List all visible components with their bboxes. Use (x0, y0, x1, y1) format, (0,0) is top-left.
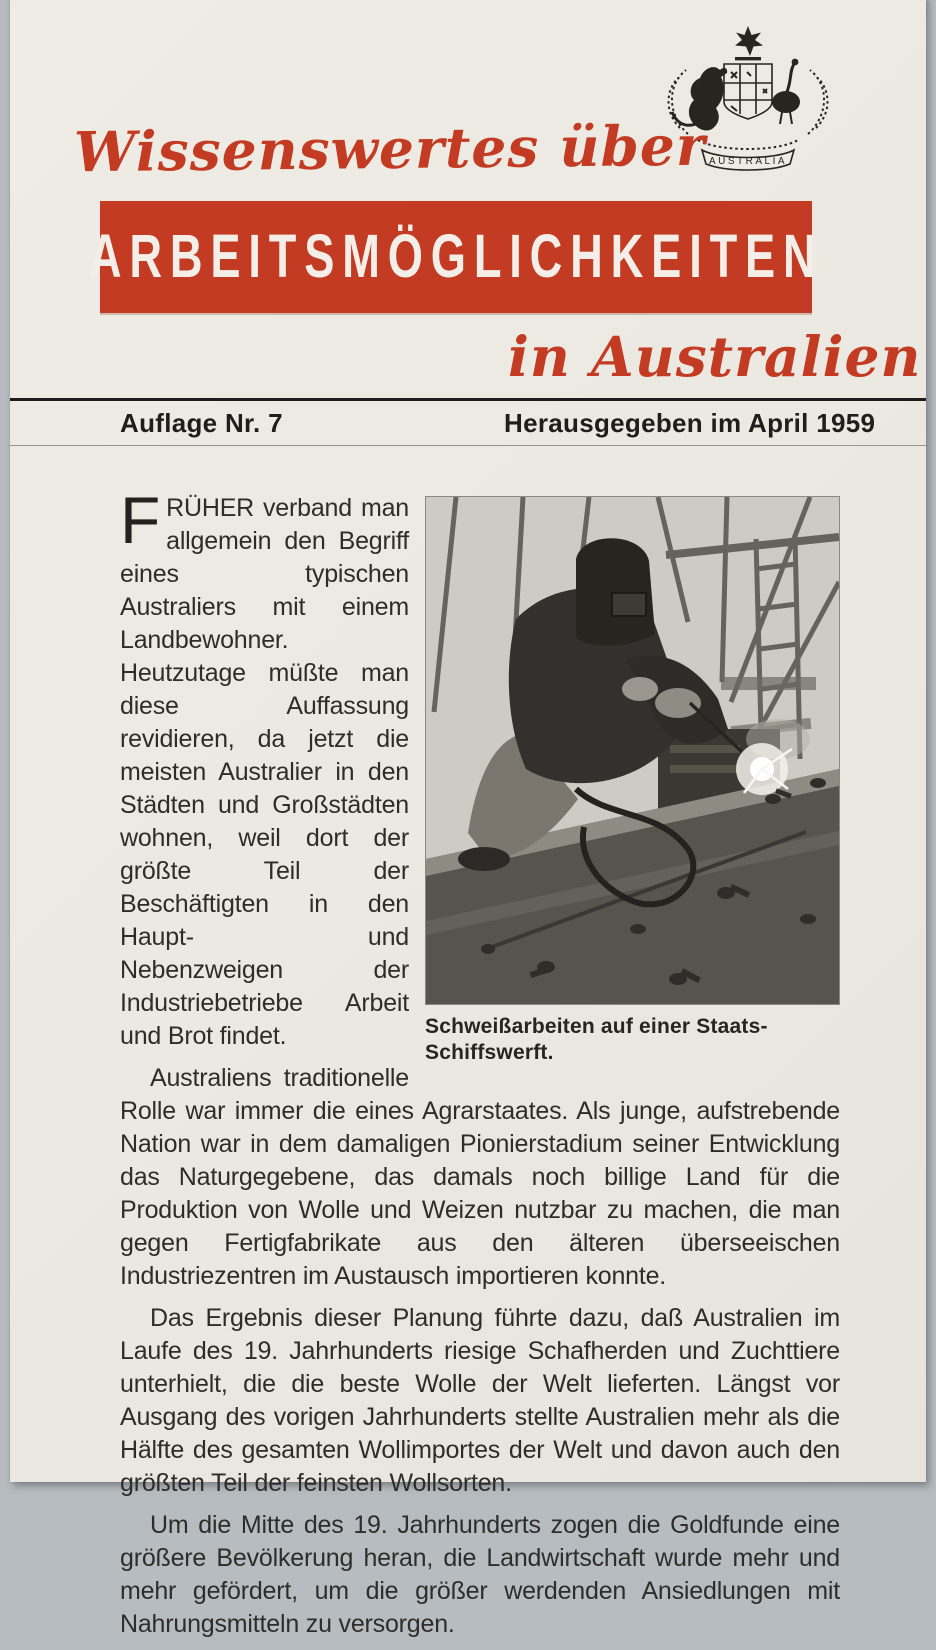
paragraph-3: Das Ergebnis dieser Planung führte dazu, daß Australien im Laufe des 19. Jahrhunderts riesige Schafherden und Zuchttiere unterhielt, die die beste Wolle der Welt lieferten. Längst vor Ausgang des vorigen Jahrhunderts stellte Australien mehr als die Hälfte des gesamten Wollimportes der Welt und davon auch den größten Teil der feinsten Wollsorten. (120, 1304, 840, 1497)
brochure-page (10, 0, 926, 1638)
headline-banner-text: ARBEITSMÖGLICHKEITEN (88, 222, 824, 292)
dropcap: F (120, 483, 161, 557)
header-rule-thin (10, 445, 926, 446)
headline-script-bottom: in Australien (508, 324, 922, 389)
emu-icon (772, 59, 800, 124)
published-label: Herausgegeben im April 1959 (504, 408, 876, 438)
paragraph-4: Um die Mitte des 19. Jahrhunderts zogen die Goldfunde eine größere Bevölkerung heran, die Landwirtschaft wurde mehr und mehr gefördert, um die größer werdenden Ansiedlungen mit Nahrungsmitteln zu versorgen. (120, 1511, 840, 1638)
welder-photo-image (425, 496, 840, 1005)
headline-banner (88, 201, 824, 313)
issue-label: Auflage Nr. 7 (120, 408, 283, 438)
star-icon (735, 26, 763, 56)
paragraph-1-text: RÜHER verband man allgemein den Begriff eines typischen Australiers mit einem Landbewohner. Heutzutage müßte man diese Auffassung revidieren, da jetzt die meisten Australier in den Städten und Großstädten wohnen, weil dort der größte Teil der Beschäftigten in den Haupt- und Nebenzweigen der Industriebetriebe Arbeit und Brot findet. (120, 494, 409, 1050)
headline-script-top: Wissenswertes über (73, 112, 707, 185)
emblem-banner-text: AUSTRALIA (708, 156, 788, 167)
article-body (120, 483, 840, 1650)
header-rule-thick (10, 398, 926, 401)
welder-photo (425, 496, 840, 1066)
photo-caption: Schweißarbeiten auf einer Staats-Schiffswerft. (425, 1015, 768, 1064)
paragraph-2: Australiens traditionelle Rolle war immer die eines Agrarstaates. Als junge, aufstrebende Nation war in dem damaligen Pionierstadium seiner Entwicklung das Naturgegebene, das damals noch billige Land für die Produktion von Wolle und Weizen nutzbar zu machen, die man gegen Fertigfabrikate aus den älteren überseeischen Industriezentren im Austausch importieren konnte. (120, 1064, 840, 1290)
